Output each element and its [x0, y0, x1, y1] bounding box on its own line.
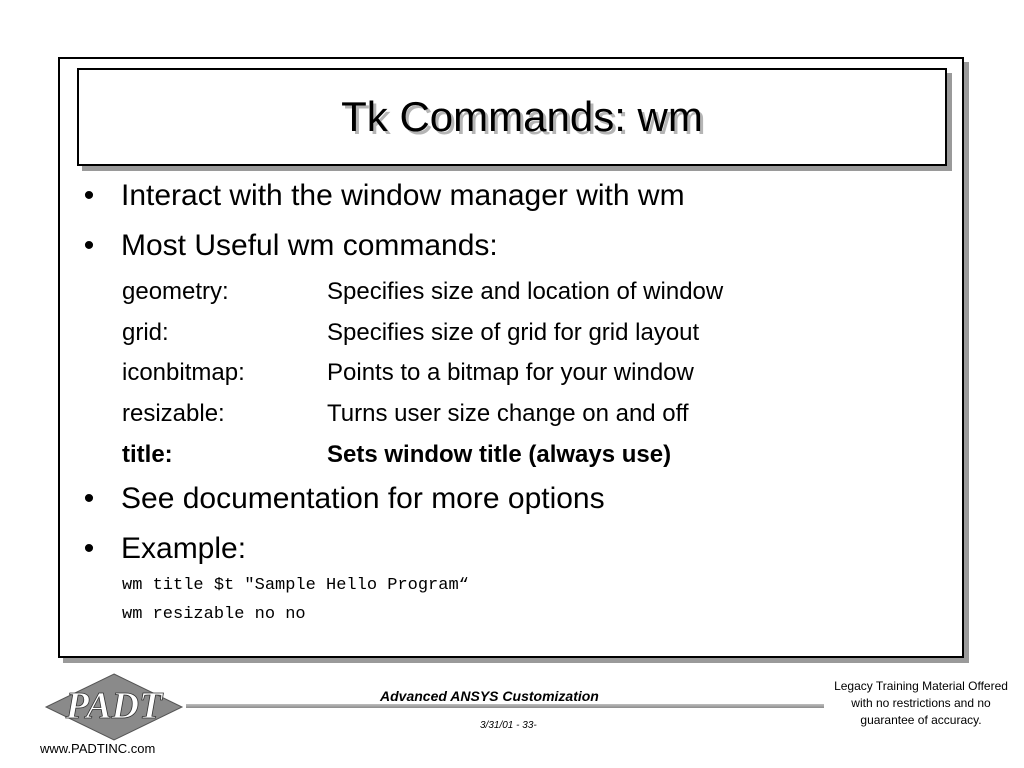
command-row: [122, 278, 723, 306]
slide-title-box: [77, 68, 947, 166]
bullet-glyph: •: [83, 229, 95, 262]
command-row-highlighted: [122, 441, 671, 469]
footer-divider: [186, 704, 824, 708]
code-example-line: wm resizable no no: [122, 605, 306, 624]
command-name: grid:: [122, 319, 169, 346]
bullet-item: [70, 482, 605, 516]
command-name: iconbitmap:: [122, 359, 245, 386]
command-row: [122, 359, 694, 387]
command-description: Sets window title (always use): [327, 441, 672, 468]
bullet-glyph: •: [83, 482, 95, 515]
bullet-item: [70, 532, 246, 566]
slide-title: Tk Commands: wm: [341, 93, 703, 140]
command-name: resizable:: [122, 400, 225, 427]
command-name: title:: [122, 441, 173, 468]
slide-content-panel: [58, 57, 964, 658]
website-link[interactable]: www.PADTINC.com: [40, 741, 156, 756]
command-description: Specifies size of grid for grid layout: [327, 319, 700, 346]
command-description: Turns user size change on and off: [327, 400, 689, 427]
course-title: Advanced ANSYS Customization: [380, 688, 599, 704]
command-row: [122, 400, 689, 428]
bullet-item: [70, 179, 685, 213]
code-example-line: wm title $t "Sample Hello Program“: [122, 576, 469, 595]
logo-text: PADT: [65, 685, 163, 727]
date-page-number: 3/31/01 - 33-: [480, 720, 537, 731]
command-description: Specifies size and location of window: [327, 278, 724, 305]
command-name: geometry:: [122, 278, 229, 305]
bullet-text: Interact with the window manager with wm: [121, 179, 685, 212]
bullet-item: [70, 229, 498, 263]
bullet-glyph: •: [83, 179, 95, 212]
bullet-glyph: •: [83, 532, 95, 565]
bullet-text: Example:: [121, 532, 247, 565]
command-description: Points to a bitmap for your window: [327, 359, 694, 386]
padt-logo: [44, 672, 184, 742]
command-row: [122, 319, 699, 347]
bullet-text: See documentation for more options: [121, 482, 605, 515]
bullet-text: Most Useful wm commands:: [121, 229, 498, 262]
legacy-disclaimer: Legacy Training Material Offered with no restrictions and no guarantee of accuracy.: [834, 679, 1008, 727]
